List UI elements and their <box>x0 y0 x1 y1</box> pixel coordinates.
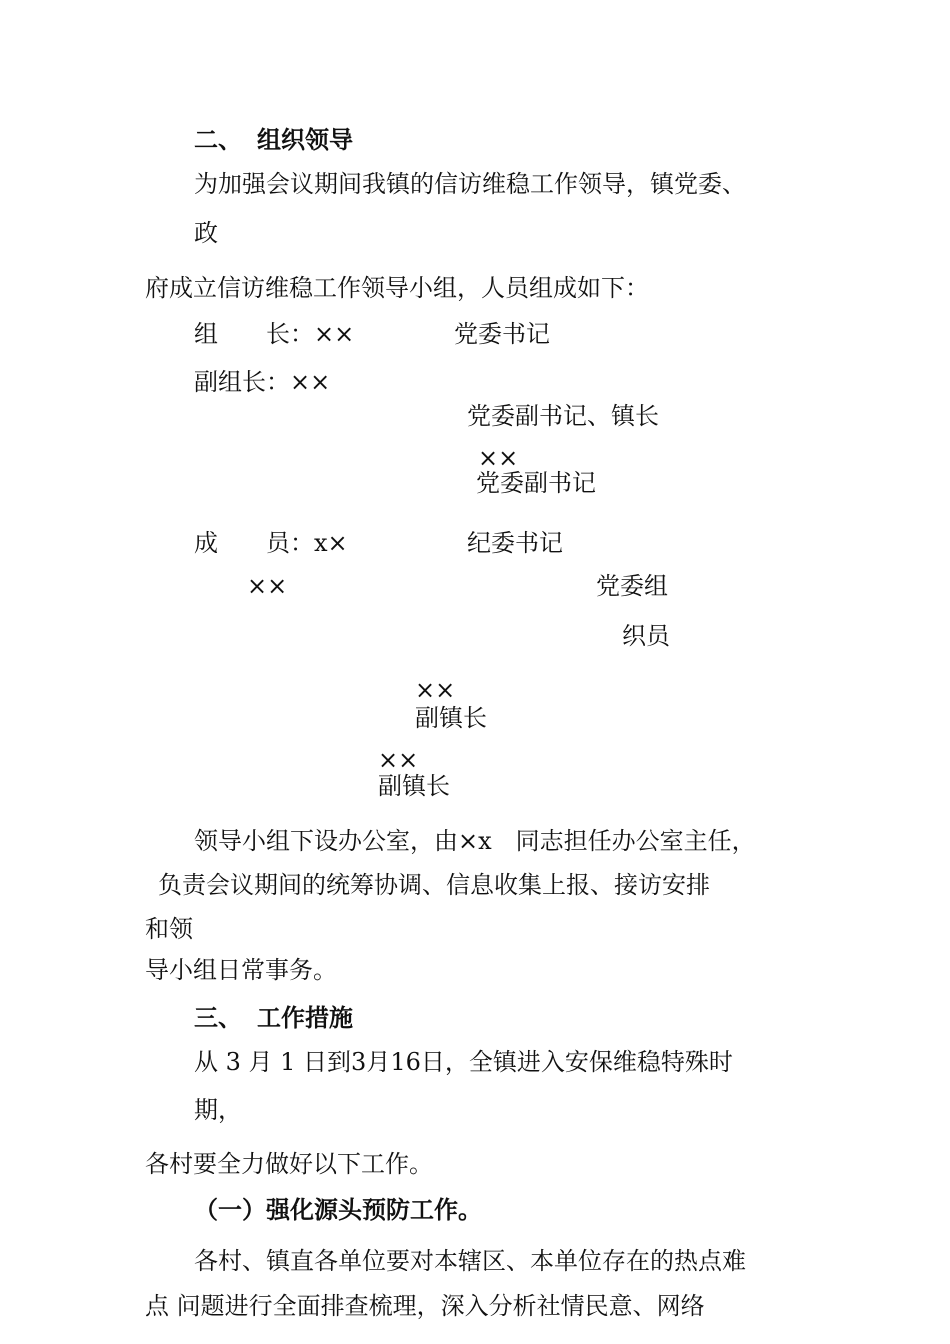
section-2-intro-line3: 府成立信访维稳工作领导小组，人员组成如下： <box>145 274 649 302</box>
member4-role: 副镇长 <box>378 772 450 800</box>
member4-name: ×× <box>378 746 419 774</box>
office-line3: 和领 <box>145 915 193 943</box>
member-label: 成 员：x× <box>194 529 348 557</box>
member2-name: ×× <box>247 572 288 600</box>
office-line4: 导小组日常事务。 <box>145 956 337 984</box>
deputy2-role: 党委副书记 <box>476 469 596 497</box>
section-3-number: 三、 <box>194 1004 242 1032</box>
subsection-1-line2: 点 问题进行全面排查梳理，深入分析社情民意、网络 <box>145 1292 705 1320</box>
deputy-label: 副组长：×× <box>194 368 331 396</box>
member2-role-b: 织员 <box>622 622 670 650</box>
member3-role: 副镇长 <box>415 704 487 732</box>
section-2-number: 二、 <box>194 126 242 154</box>
office-line1: 领导小组下设办公室，由×x 同志担任办公室主任， <box>194 827 756 855</box>
section-3-line2: 期， <box>194 1096 242 1124</box>
deputy2-name: ×× <box>478 444 519 472</box>
office-line2: 负责会议期间的统筹协调、信息收集上报、接访安排 <box>158 871 710 899</box>
leader-label: 组 长：×× <box>194 320 355 348</box>
section-2-intro-line2: 政 <box>194 219 218 247</box>
member2-role-a: 党委组 <box>596 572 668 600</box>
section-3-line1: 从 3 月 1 日到3月16日，全镇进入安保维稳特殊时 <box>194 1048 733 1076</box>
section-3-title: 工作措施 <box>257 1004 353 1032</box>
subsection-1-title: （一）强化源头预防工作。 <box>194 1196 482 1224</box>
deputy1-role: 党委副书记、镇长 <box>467 402 659 430</box>
section-2-intro-line1: 为加强会议期间我镇的信访维稳工作领导，镇党委、 <box>194 170 746 198</box>
subsection-1-line1: 各村、镇直各单位要对本辖区、本单位存在的热点难 <box>194 1247 746 1275</box>
member1-role: 纪委书记 <box>467 529 563 557</box>
leader-role: 党委书记 <box>454 320 550 348</box>
member3-name: ×× <box>415 676 456 704</box>
section-2-title: 组织领导 <box>257 126 353 154</box>
section-3-line3: 各村要全力做好以下工作。 <box>145 1150 433 1178</box>
